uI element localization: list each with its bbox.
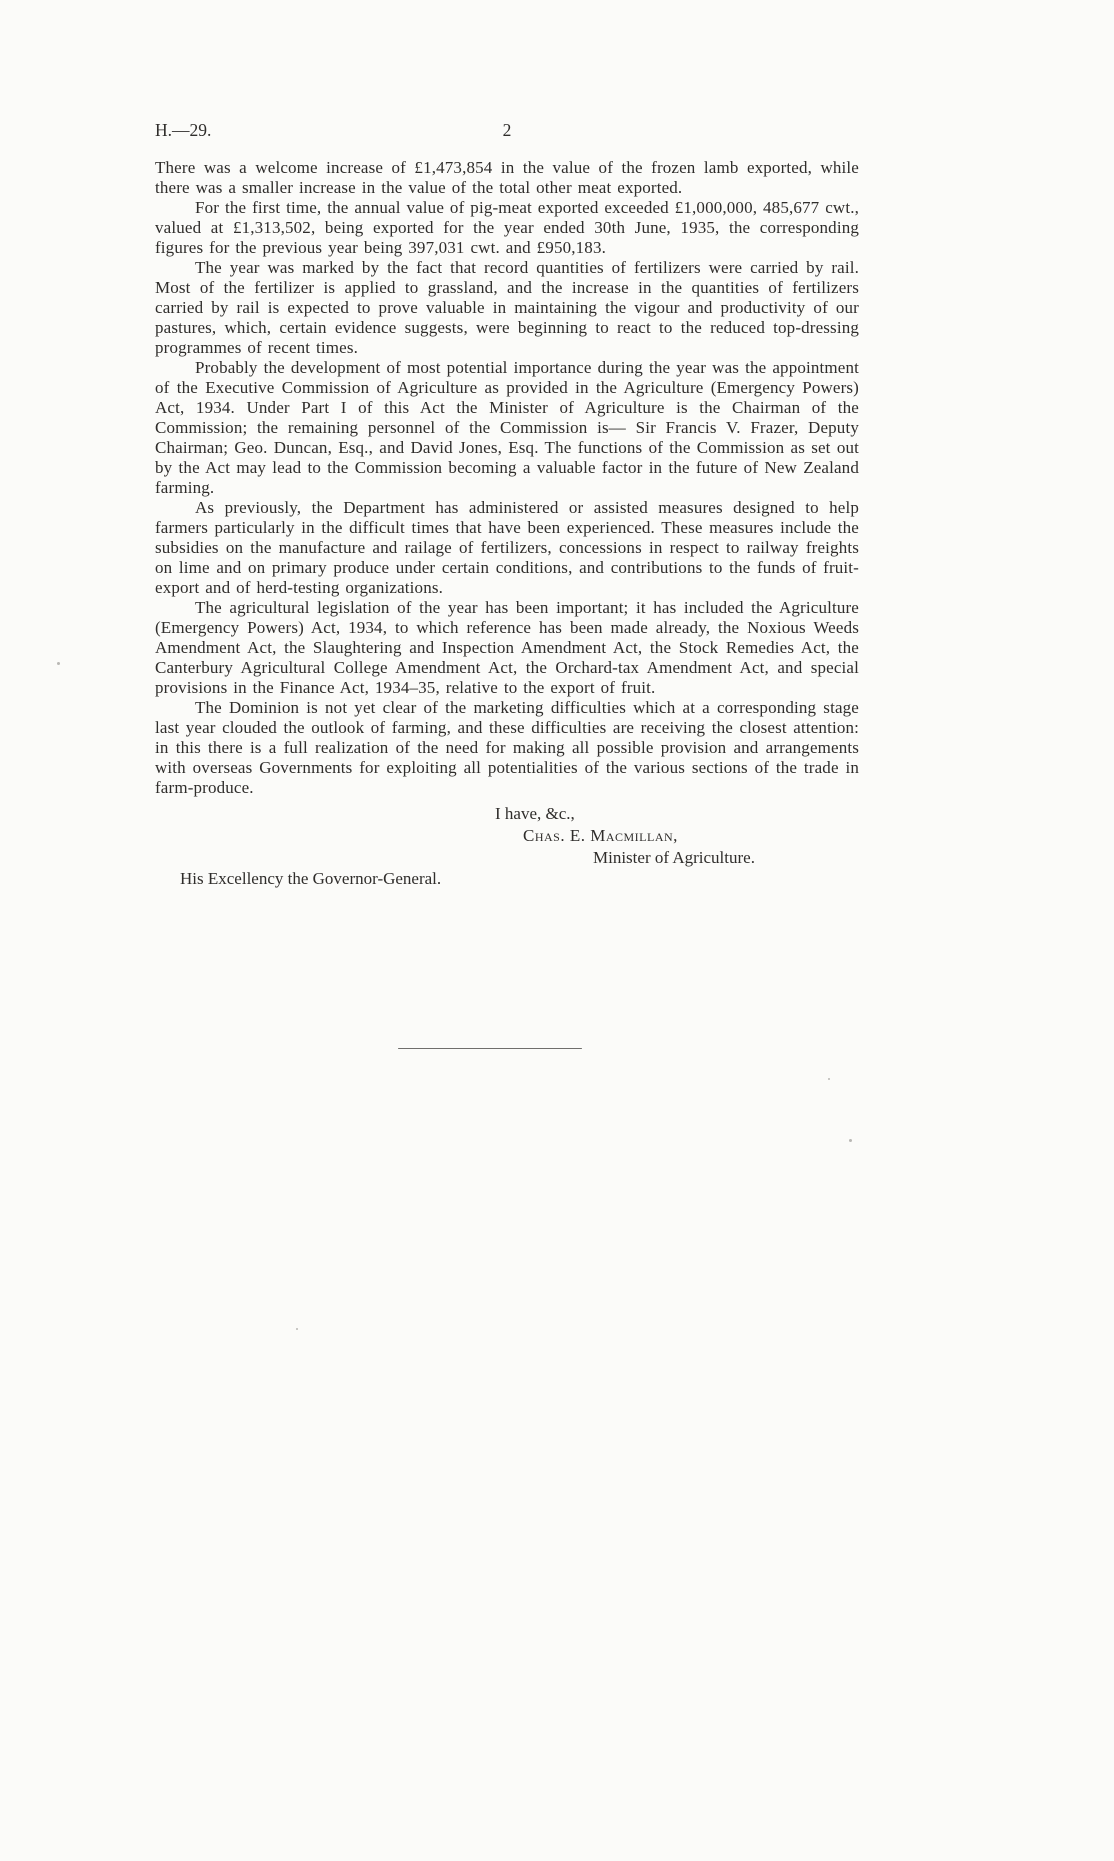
scan-speck: [828, 1078, 830, 1080]
signature-name: Chas. E. Macmillan,: [523, 826, 678, 845]
scan-speck: [849, 1139, 852, 1142]
paragraph-4: Probably the development of most potential importance during the year was the appointment of the Executive Commission of Agriculture as provided in the Agriculture (Emergency Powers) Act, 1934. Under Part I of this Act the Minister of Agriculture is the Chairman of the Commission; the remaining personnel of the Commission is— Sir Francis V. Frazer, Deputy Chairman; Geo. Duncan, Esq., and David Jones, Esq. The functions of the Commission as set out by the Act may lead to the Commission becoming a valuable factor in the future of New Zealand farming.: [155, 358, 859, 497]
paragraph-5: As previously, the Department has administered or assisted measures designed to help farmers particularly in the difficult times that have been experienced. These measures include the subsidies on the manufacture and railage of fertilizers, concessions in respect to railway freights on lime and on primary produce under certain conditions, and contributions to the funds of fruit-export and of herd-testing organizations.: [155, 498, 859, 597]
paragraph-3: The year was marked by the fact that record quantities of fertilizers were carried by rail. Most of the fertilizer is applied to grassland, and the increase in the quantities of fertilizers carried by rail is expected to prove valuable in maintaining the vigour and productivity of our pastures, which, certain evidence suggests, were beginning to react to the reduced top-dressing programmes of recent times.: [155, 258, 859, 357]
page-content: [155, 120, 859, 1049]
paragraph-6: The agricultural legislation of the year has been important; it has included the Agriculture (Emergency Powers) Act, 1934, to which reference has been made already, the Noxious Weeds Amendment Act, the Slaughtering and Inspection Amendment Act, the Stock Remedies Act, the Canterbury Agricultural College Amendment Act, the Orchard-tax Amendment Act, and special provisions in the Finance Act, 1934–35, relative to the export of fruit.: [155, 598, 859, 697]
paragraph-2: For the first time, the annual value of pig-meat exported exceeded £1,000,000, 485,677 cwt., valued at £1,313,502, being exported for the year ended 30th June, 1935, the corresponding figures for the previous year being 397,031 cwt. and £950,183.: [155, 198, 860, 257]
addressee: His Excellency the Governor-General.: [180, 869, 442, 888]
running-head: H.—29.: [155, 120, 212, 140]
signature-title: Minister of Agriculture.: [593, 848, 755, 867]
scan-speck: [296, 1328, 298, 1330]
page-header: [155, 120, 859, 142]
body-text: [155, 158, 859, 798]
closing-block: [155, 803, 859, 869]
page-number: 2: [502, 120, 512, 140]
paragraph-1: There was a welcome increase of £1,473,854 in the value of the frozen lamb exported, while there was a smaller increase in the value of the total other meat exported.: [155, 158, 859, 197]
scan-speck: [57, 662, 60, 665]
paragraph-7: The Dominion is not yet clear of the marketing difficulties which at a corresponding stage last year clouded the outlook of farming, and these difficulties are receiving the closest attention: in this there is a full realization of the need for making all possible provision and arrangements with overseas Governments for exploiting all potentialities of the various sections of the trade in farm-produce.: [155, 698, 859, 797]
closing-salutation: I have, &c.,: [495, 804, 575, 823]
section-end-rule: [398, 1048, 582, 1049]
